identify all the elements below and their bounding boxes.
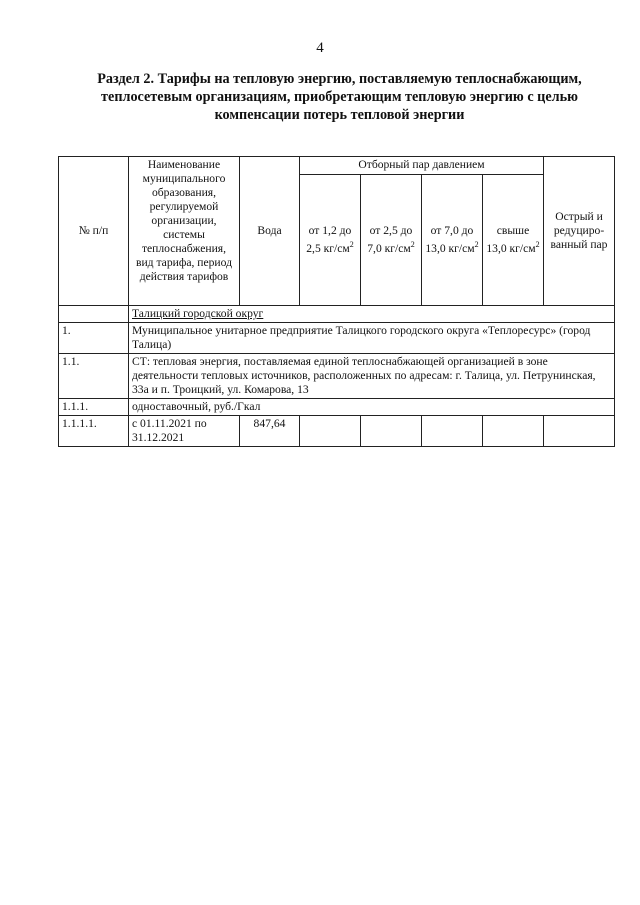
header-steam-2: от 2,5 до 7,0 $кг/см^2$ xyxy=(361,175,422,306)
table-row xyxy=(59,354,615,399)
water-value: 847,64 xyxy=(240,416,300,447)
row-num: 1. xyxy=(59,323,129,354)
region-num-cell xyxy=(59,306,129,323)
period-row xyxy=(59,416,615,447)
header-num: № п/п xyxy=(59,157,129,306)
row-text: СТ: тепловая энергия, поставляемая единой теплоснабжающей организацией в зоне деятельности тепловых источников, расположенных по адресам: г. Талица, ул. Петрунинская, 33а и п. Троицкий, ул. Комарова, 13 xyxy=(129,354,615,399)
header-steam-1: от 1,2 до 2,5 $кг/см^2$ xyxy=(300,175,361,306)
period-dates: с 01.11.2021 по 31.12.2021 xyxy=(129,416,240,447)
acute-steam-value xyxy=(544,416,615,447)
steam-1-value xyxy=(300,416,361,447)
steam-4-value xyxy=(483,416,544,447)
header-steam-4: свыше 13,0 $кг/см^2$ xyxy=(483,175,544,306)
row-text: одноставочный, руб./Гкал xyxy=(129,399,615,416)
period-num: 1.1.1.1. xyxy=(59,416,129,447)
row-text: Муниципальное унитарное предприятие Талицкого городского округа «Теплоресурс» (город Талица) xyxy=(129,323,615,354)
table-row xyxy=(59,323,615,354)
page-number: 4 xyxy=(316,40,324,56)
row-num: 1.1.1. xyxy=(59,399,129,416)
row-num: 1.1. xyxy=(59,354,129,399)
steam-2-value xyxy=(361,416,422,447)
region-name: Талицкий городской округ xyxy=(129,306,615,323)
header-acute-steam: Острый и редуциро-ванный пар xyxy=(544,157,615,306)
header-steam-group: Отборный пар давлением xyxy=(300,157,544,175)
tariff-table xyxy=(58,156,615,447)
section-title: Раздел 2. Тарифы на тепловую энергию, поставляемую теплоснабжающим, теплосетевым организациям, приобретающим тепловую энергию с целью компенсации потерь тепловой энергии xyxy=(97,71,582,123)
table-row xyxy=(59,399,615,416)
header-name: Наименование муниципального образования, регулируемой организации, системы теплоснабжения, вид тарифа, период действия тарифов xyxy=(129,157,240,306)
region-row xyxy=(59,306,615,323)
steam-3-value xyxy=(422,416,483,447)
header-water: Вода xyxy=(240,157,300,306)
header-steam-3: от 7,0 до 13,0 $кг/см^2$ xyxy=(422,175,483,306)
